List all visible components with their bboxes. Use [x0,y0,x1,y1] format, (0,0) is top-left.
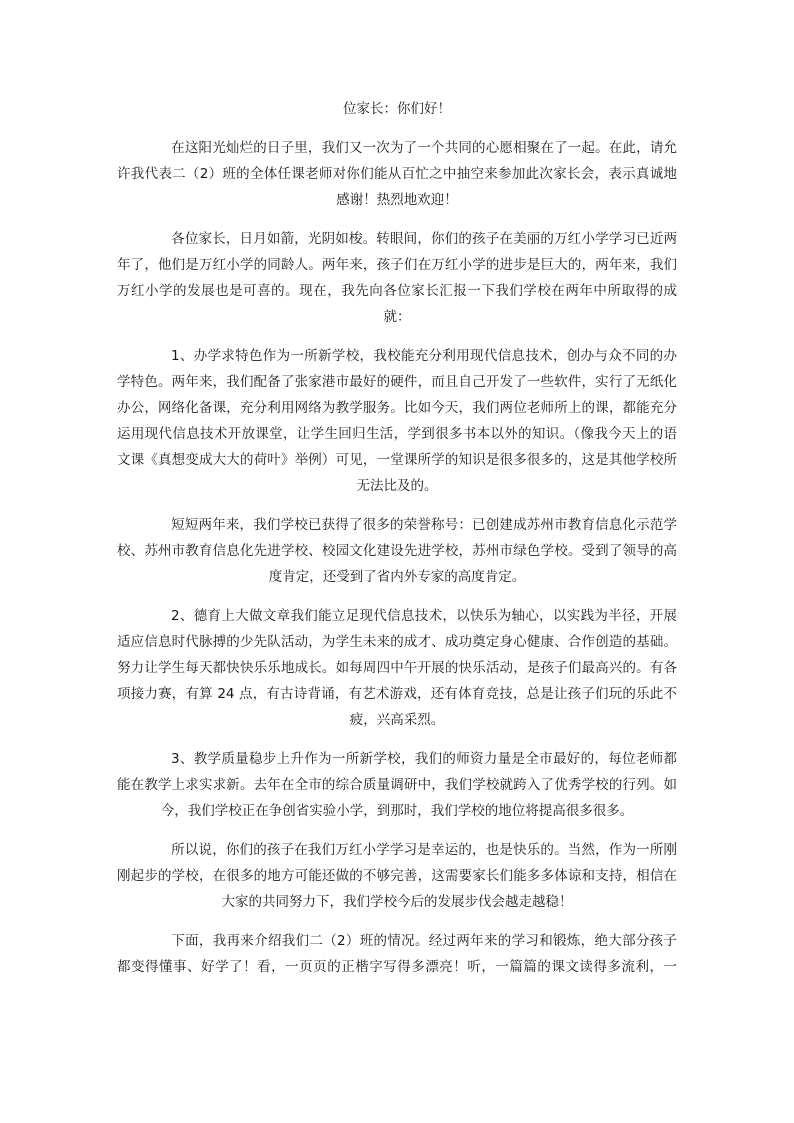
paragraph-moral-education-text: 2、德育上大做文章我们能立足现代信息技术，以快乐为轴心，以实践为半径，开展适应信息时代脉搏的少先队活动，为学生未来的成才、成功奠定身心健康、合作创造的基础。努力让学生每天都快快乐乐地成长。如每周四中午开展的快乐活动，是孩子们最高兴的。有各项接力赛，有算 24 点，有古诗背诵，有艺术游戏，还有体育竞技，总是让孩子们玩的乐此不疲，兴高采烈。 [117,608,677,728]
letter-page [117,96,677,993]
paragraph-achievements-intro [117,226,677,330]
paragraph-welcome [117,135,677,213]
paragraph-moral-education [117,603,677,733]
paragraph-teaching-quality-text: 3、教学质量稳步上升作为一所新学校，我们的师资力量是全市最好的，每位老师都能在教学上求实求新。去年在全市的综合质量调研中，我们学校就跨入了优秀学校的行列。如今，我们学校正在争创省实验小学，到那时，我们学校的地位将提高很多很多。 [117,751,677,819]
paragraph-honors [117,512,677,590]
paragraph-achievements-intro-text: 各位家长，日月如箭，光阴如梭。转眼间，你们的孩子在美丽的万红小学学习已近两年了，他们是万红小学的同龄人。两年来，孩子们在万红小学的进步是巨大的，两年来，我们万红小学的发展也是可喜的。现在，我先向各位家长汇报一下我们学校在两年中所取得的成就： [117,231,677,325]
paragraph-school-features [117,343,677,499]
paragraph-school-features-text: 1、办学求特色作为一所新学校，我校能充分利用现代信息技术，创办与众不同的办学特色。两年来，我们配备了张家港市最好的硬件，而且自己开发了一些软件，实行了无纸化办公，网络化备课，充分利用网络为教学服务。比如今天，我们两位老师所上的课，都能充分运用现代信息技术开放课堂，让学生回归生活，学到很多书本以外的知识。（像我今天上的语文课《真想变成大大的荷叶》举例）可见，一堂课所学的知识是很多很多的，这是其他学校所无法比及的。 [117,348,677,494]
paragraph-teaching-quality [117,746,677,824]
paragraph-support [117,837,677,915]
paragraph-support-text: 所以说，你们的孩子在我们万红小学学习是幸运的，也是快乐的。当然，作为一所刚刚起步的学校，在很多的地方可能还做的不够完善，这需要家长们能多多体谅和支持，相信在大家的共同努力下，我们学校今后的发展步伐会越走越稳！ [117,842,677,910]
paragraph-welcome-text: 在这阳光灿烂的日子里，我们又一次为了一个共同的心愿相聚在了一起。在此，请允许我代表二（2）班的全体任课老师对你们能从百忙之中抽空来参加此次家长会，表示真诚地感谢！热烈地欢迎！ [117,140,677,208]
letter-greeting: 位家长：你们好！ [343,101,451,117]
paragraph-class-intro [117,928,677,980]
paragraph-class-intro-text: 下面，我再来介绍我们二（2）班的情况。经过两年来的学习和锻炼，绝大部分孩子都变得懂事、好学了！看，一页页的正楷字写得多漂亮！听，一篇篇的课文读得多流利，一 [117,933,677,975]
paragraph-honors-text: 短短两年来，我们学校已获得了很多的荣誉称号：已创建成苏州市教育信息化示范学校、苏州市教育信息化先进学校、校园文化建设先进学校，苏州市绿色学校。受到了领导的高度肯定，还受到了省内外专家的高度肯定。 [117,517,677,585]
